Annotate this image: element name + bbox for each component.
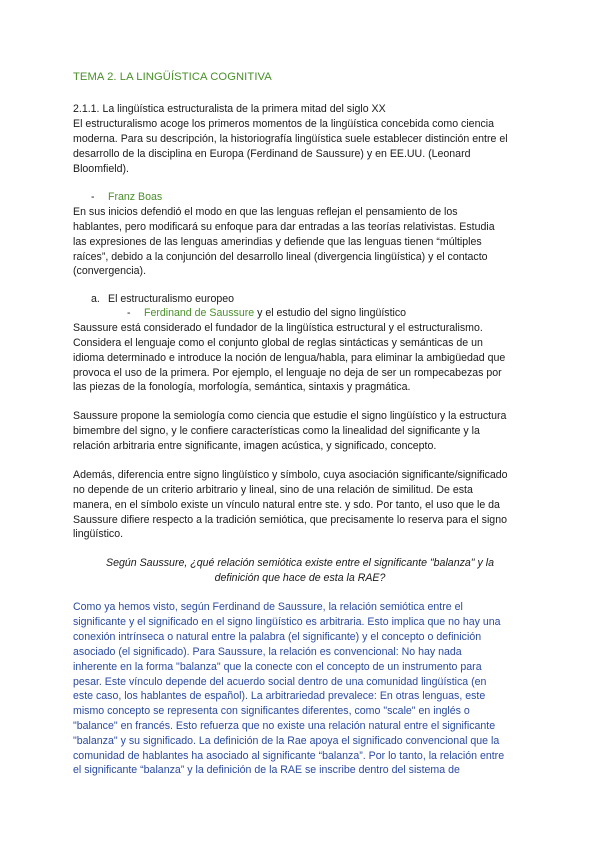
page-title: TEMA 2. LA LINGÜÍSTICA COGNITIVA [73,71,272,83]
list-marker: a. [91,293,100,305]
boas-line: las expresiones de las lenguas amerindias y defiende que las lenguas tienen “múltiples [73,236,482,248]
question-line: Según Saussure, ¿qué relación semiótica existe entre el significante "balanza" y la [106,557,494,569]
answer-line: Como ya hemos visto, según Ferdinand de Saussure, la relación semiótica entre el [73,601,463,613]
boas-heading: Franz Boas [108,191,163,203]
saussure-heading [144,306,406,321]
paragraph-line: no depende de un criterio arbitrario y lineal, sino de una relación de similitud. De esta [73,484,473,496]
answer-line: "balance" en francés. Esto refuerza que no existe una relación natural entre el significante [73,720,496,732]
answer-line: inherente en la forma "balanza" que la conecte con el concepto de un instrumento para [73,661,482,673]
answer-line: mismo concepto se representa con significantes diferentes, como "scale" en inglés o [73,705,470,717]
paragraph-line: las piezas de la fonología, morfología, semántica, sintaxis y pragmática. [73,381,411,393]
boas-line: En sus inicios defendió el modo en que las lenguas reflejan el pensamiento de los [73,206,458,218]
intro-line: El estructuralismo acoge los primeros momentos de la lingüística concebida como ciencia [73,118,495,130]
saussure-name: Ferdinand de Saussure [144,307,255,319]
boas-line: (convergencia). [73,265,147,277]
answer-line: significante y el significado en el signo lingüístico es arbitraria. Esto implica que no hay una [73,616,501,628]
question-line: definición que hace de esta la RAE? [214,572,386,584]
answer-line: pesar. Este vínculo depende del acuerdo social dentro de una comunidad lingüística (en [73,676,487,688]
bullet-dash: - [91,191,95,203]
paragraph-line: idioma determinado e introduce la noción de lengua/habla, para eliminar la ambigüedad que [73,352,506,364]
paragraph-line: relación arbitraria entre significante, imagen acústica, y significado, concepto. [73,440,437,452]
paragraph-line: Además, diferencia entre signo lingüístico y símbolo, cuya asociación significante/significado [73,469,508,481]
intro-line: Bloomfield). [73,163,129,175]
paragraph-line: provoca el uso de la primera. Por ejemplo, el lenguaje no deja de ser un rompecabezas por [73,367,502,379]
paragraph-line: Saussure está considerado el fundador de la lingüística estructural y el estructuralismo. [73,322,483,334]
paragraph-line: Saussure propone la semiología como ciencia que estudie el signo lingüístico y la estructura [73,410,507,422]
european-heading: El estructuralismo europeo [108,293,235,305]
answer-line: asociado (el significado). Para Saussure, la relación es convencional: No hay nada [73,646,462,658]
paragraph-line: Saussure difiere respecto a la tradición semiótica, que precisamente lo reserva para el signo [73,514,507,526]
answer-line: comunidad de hablantes ha asociado al significante “balanza”. Por lo tanto, la relación entre [73,750,505,762]
paragraph-line: lingüístico. [73,528,124,540]
section-heading: 2.1.1. La lingüística estructuralista de la primera mitad del siglo XX [73,103,386,115]
answer-line: el significante “balanza” y la definición de la RAE se inscribe dentro del sistema de [73,764,460,776]
bullet-dash: - [127,307,131,319]
boas-line: raíces”, debido a la conjunción del desarrollo lineal (divergencia lingüística) y el contacto [73,251,488,263]
paragraph-line: manera, en el símbolo existe un vínculo natural entre ste. y sdo. Por tanto, el uso que le da [73,499,500,511]
intro-line: desarrollo de la disciplina en Europa (Ferdinand de Saussure) y en EE.UU. (Leonard [73,148,471,160]
answer-line: este caso, los hablantes de español). La arbitrariedad prevalece: En otras lenguas, este [73,690,486,702]
boas-line: hablantes, pero modificará su enfoque para dar entradas a las teorías relativistas. Estudia [73,221,495,233]
paragraph-line: Considera el lenguaje como el conjunto global de reglas sintácticas y semánticas de un [73,337,483,349]
intro-line: moderna. Para su descripción, la historiografía lingüística suele establecer distinción entre el [73,133,508,145]
answer-line: "balanza" y su significado. La definición de la Rae apoya el significado convencional que la [73,735,500,747]
paragraph-line: bimembre del signo, y le confiere características como la linealidad del significante y la [73,425,480,437]
answer-line: conexión intrínseca o natural entre la palabra (el significante) y el concepto o definición [73,631,482,643]
saussure-heading-rest: y el estudio del signo lingüístico [254,307,407,319]
